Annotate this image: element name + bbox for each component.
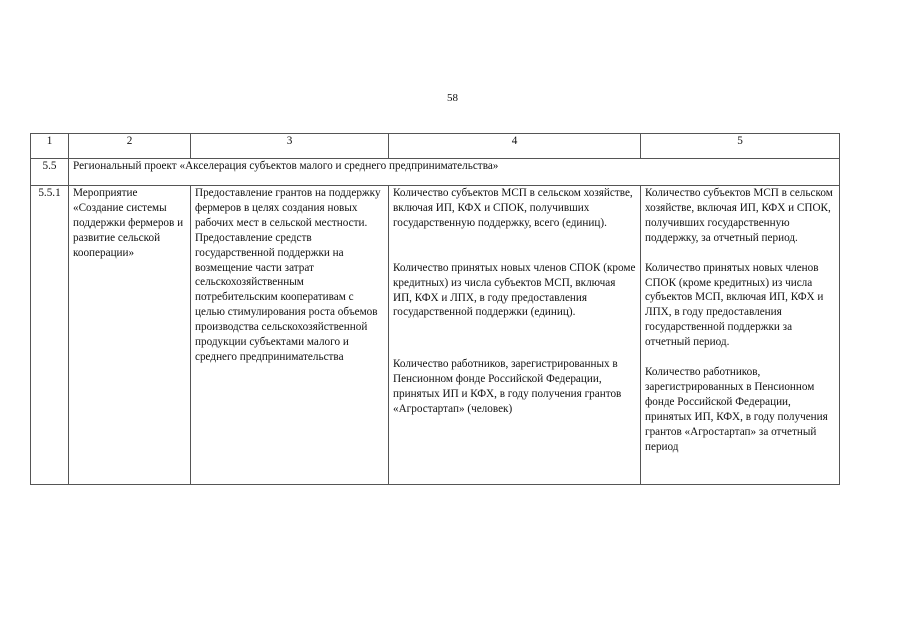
indicators-cell [389, 186, 641, 485]
reporting-text: Количество субъектов МСП в сельском хозяйстве, включая ИП, КФХ и СПОК, получивших государственную поддержку, за отчетный период. [645, 187, 833, 244]
section-number: 5.5 [31, 159, 69, 186]
header-cell-2: 2 [69, 134, 191, 159]
header-cell-3: 3 [191, 134, 389, 159]
section-row [31, 159, 840, 186]
description-paragraph: Предоставление средств государственной поддержки на возмещение части затрат сельскохозяйственным потребительским кооперативам с целью стимулирования роста объемов производства сельскохозяйственной продукции субъектами малого и среднего предпринимательства [195, 231, 378, 363]
reporting-cell [641, 186, 840, 485]
description-paragraph: Предоставление грантов на поддержку фермеров в целях создания новых рабочих мест в сельской местности. [195, 187, 381, 229]
header-cell-5: 5 [641, 134, 840, 159]
section-title: Региональный проект «Акселерация субъектов малого и среднего предпринимательства» [69, 159, 840, 186]
activity-description [191, 186, 389, 485]
reporting-text: Количество работников, зарегистрированных в Пенсионном фонде Российской Федерации, принятых ИП, КФХ, в году получения грантов «Агростартап» за отчетный период [645, 366, 828, 453]
header-cell-4: 4 [389, 134, 641, 159]
reporting-text: Количество принятых новых членов СПОК (кроме кредитных) из числа субъектов МСП, включая ИП, КФХ и ЛПХ, в году предоставления государственной поддержки за отчетный период. [645, 261, 824, 349]
indicator-text: Количество субъектов МСП в сельском хозяйстве, включая ИП, КФХ и СПОК, получивших государственную поддержку, всего (единиц). [393, 187, 633, 229]
row-number: 5.5.1 [31, 186, 69, 485]
page-number: 58 [447, 92, 458, 104]
activity-name: Мероприятие «Создание системы поддержки фермеров и развитие сельской кооперации» [69, 186, 191, 485]
table-row [31, 186, 840, 485]
indicator-text: Количество работников, зарегистрированных в Пенсионном фонде Российской Федерации, принятых ИП и КФХ, в году получения грантов «Агростартап» (человек) [393, 358, 622, 416]
indicator-text: Количество принятых новых членов СПОК (кроме кредитных) из числа субъектов МСП, включая ИП, КФХ и ЛПХ, в году предоставления государственной поддержки (единиц). [393, 261, 636, 319]
indicators-table [30, 133, 840, 485]
header-row [31, 134, 840, 159]
header-cell-1: 1 [31, 134, 69, 159]
